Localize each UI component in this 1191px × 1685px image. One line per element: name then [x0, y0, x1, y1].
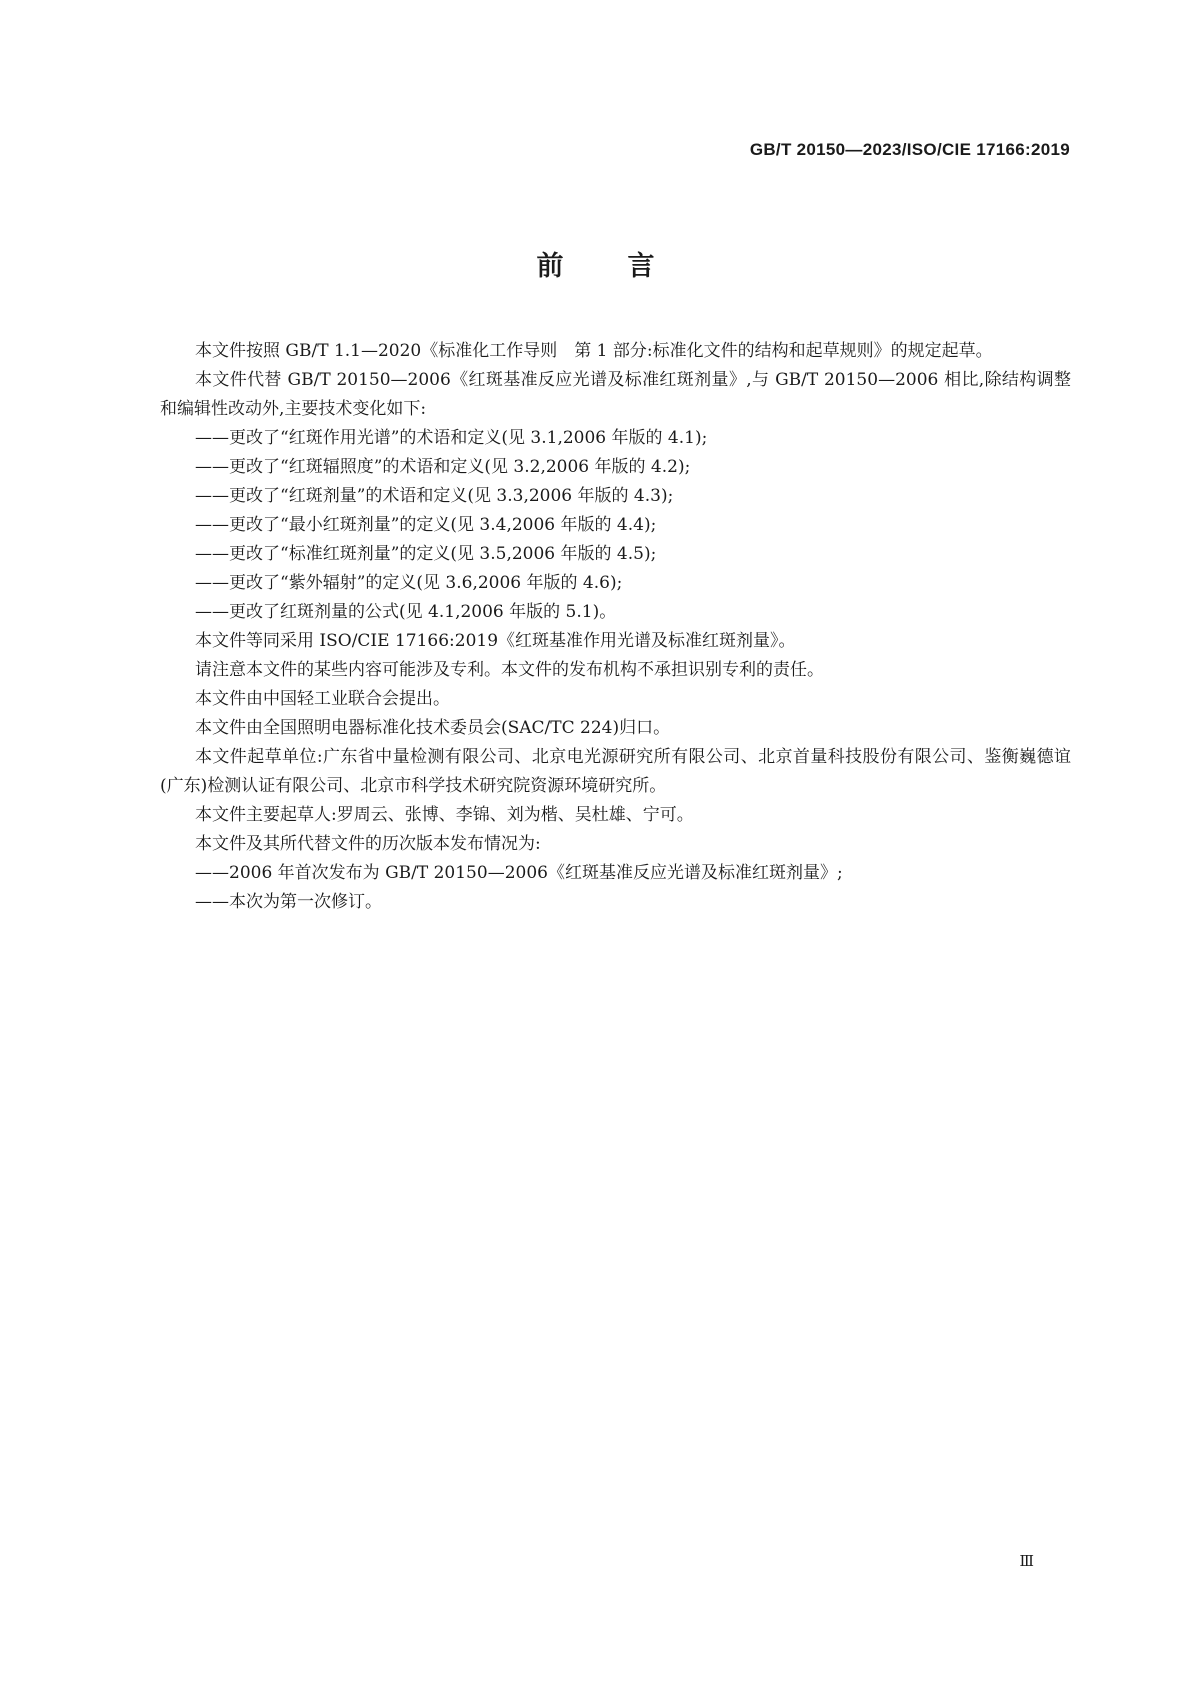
paragraph-history-intro: 本文件及其所代替文件的历次版本发布情况为: — [195, 834, 541, 854]
list-item-change: ——更改了“紫外辐射”的定义(见 3.6,2006 年版的 4.6); — [195, 573, 623, 593]
list-item-change: ——更改了“红斑辐照度”的术语和定义(见 3.2,2006 年版的 4.2); — [195, 457, 691, 477]
list-item-change: ——更改了红斑剂量的公式(见 4.1,2006 年版的 5.1)。 — [195, 602, 617, 622]
list-item-history: ——2006 年首次发布为 GB/T 20150—2006《红斑基准反应光谱及标准红斑剂量》; — [195, 863, 843, 883]
paragraph-drafting-units: 本文件起草单位:广东省中量检测有限公司、北京电光源研究所有限公司、北京首量科技股份有限公司、鉴衡巍德谊(广东)检测认证有限公司、北京市科学技术研究院资源环境研究所。 — [160, 747, 1071, 796]
paragraph-replacement: 本文件代替 GB/T 20150—2006《红斑基准反应光谱及标准红斑剂量》,与 GB/T 20150—2006 相比,除结构调整和编辑性改动外,主要技术变化如下: — [160, 370, 1071, 419]
list-item-history: ——本次为第一次修订。 — [195, 892, 382, 912]
paragraph-proposer: 本文件由中国轻工业联合会提出。 — [195, 689, 450, 709]
paragraph-patent-notice: 请注意本文件的某些内容可能涉及专利。本文件的发布机构不承担识别专利的责任。 — [195, 660, 824, 680]
list-item-change: ——更改了“最小红斑剂量”的定义(见 3.4,2006 年版的 4.4); — [195, 515, 657, 535]
list-item-change: ——更改了“红斑作用光谱”的术语和定义(见 3.1,2006 年版的 4.1); — [195, 428, 708, 448]
page-title: 前言 — [536, 251, 719, 282]
list-item-change: ——更改了“标准红斑剂量”的定义(见 3.5,2006 年版的 4.5); — [195, 544, 657, 564]
page-number: Ⅲ — [1019, 1552, 1034, 1570]
document-body — [160, 337, 1071, 917]
paragraph-drafters: 本文件主要起草人:罗周云、张博、李锦、刘为楷、吴杜雄、宁可。 — [195, 805, 694, 825]
list-item-change: ——更改了“红斑剂量”的术语和定义(见 3.3,2006 年版的 4.3); — [195, 486, 674, 506]
standard-code-header: GB/T 20150—2023/ISO/CIE 17166:2019 — [749, 140, 1070, 159]
paragraph-committee: 本文件由全国照明电器标准化技术委员会(SAC/TC 224)归口。 — [195, 718, 671, 738]
paragraph-adoption: 本文件等同采用 ISO/CIE 17166:2019《红斑基准作用光谱及标准红斑剂量》。 — [195, 631, 796, 651]
paragraph-drafting-rules: 本文件按照 GB/T 1.1—2020《标准化工作导则 第 1 部分:标准化文件的结构和起草规则》的规定起草。 — [195, 341, 993, 361]
